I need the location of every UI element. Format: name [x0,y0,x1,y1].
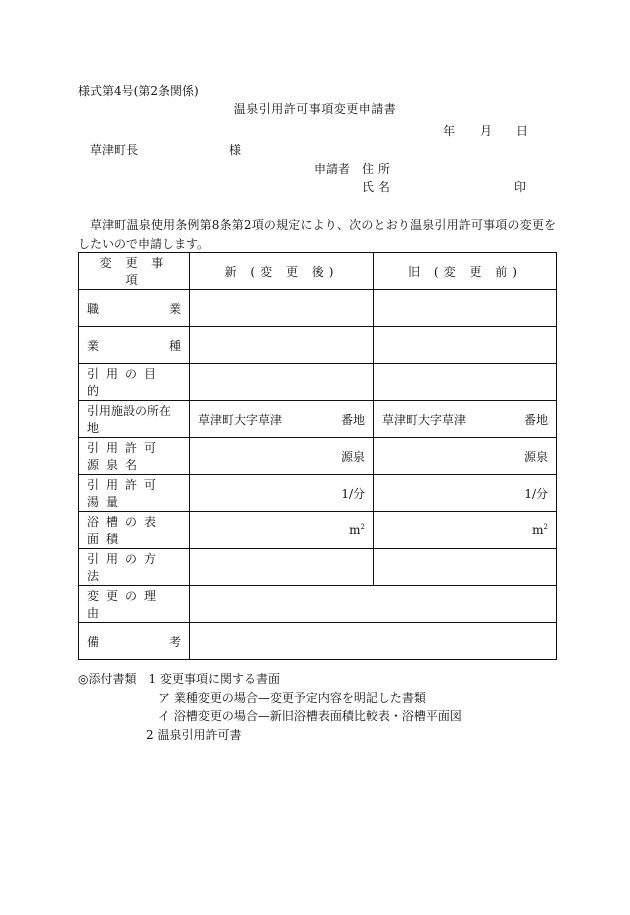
row-label-cell [79,364,190,401]
table-row [79,327,557,364]
value-cell-new[interactable] [190,290,374,327]
row-label-cell [79,549,190,586]
value-cell-old[interactable] [374,438,557,475]
value-cell-old[interactable] [374,475,557,512]
table-row [79,512,557,549]
value-cell-old[interactable] [374,401,557,438]
table-row [79,401,557,438]
date-month: 月 [480,124,493,138]
attachments-section [78,670,462,744]
table-row [79,586,557,623]
value-cell-new[interactable] [190,327,374,364]
value-cell-new[interactable] [190,475,374,512]
change-table [78,252,557,660]
row-label-cell [79,327,190,364]
table-row [79,623,557,660]
row-label: 変更の理由 [87,589,164,620]
attachment-item-1b: イ 浴槽変更の場合—新旧浴槽表面積比較表・浴槽平面図 [158,709,462,723]
addressee: 草津町長 [90,143,139,157]
value-cell-new[interactable] [190,364,374,401]
row-label: 浴槽の表面積 [87,515,164,546]
form-number: 様式第4号(第2条関係) [78,84,199,98]
value-cell-merged[interactable] [190,586,557,623]
old-suffix-text: 源泉 [523,449,548,464]
row-label: 引用の目的 [87,367,164,398]
row-label: 引用施設の所在地 [87,404,172,435]
table-row [79,364,557,401]
value-cell-merged[interactable] [190,623,557,660]
honorific: 様 [229,143,242,157]
unit-text: $m^2$ [532,523,548,537]
table-row [79,475,557,512]
attachment-item-2: 2 温泉引用許可書 [146,727,242,742]
value-cell-old[interactable] [374,290,557,327]
row-label: 引用許可源泉名 [87,441,164,472]
row-label-cell [79,290,190,327]
name-label: 氏 名 [362,180,390,194]
header-change-item: 変 更 事 項 [79,253,190,290]
row-label-cell [79,586,190,623]
value-cell-new[interactable] [190,512,374,549]
value-cell-old[interactable] [374,512,557,549]
new-prefix-text: 草津町大字草津 [198,412,283,427]
attachment-item-1a: ア 業種変更の場合—変更予定内容を明記した書類 [158,690,426,705]
applicant-label: 申請者 [314,162,351,176]
attachment-item-1: 1 変更事項に関する書面 [148,672,280,686]
row-label-cell [79,512,190,549]
value-cell-old[interactable] [374,549,557,586]
value-cell-new[interactable] [190,401,374,438]
address-label: 住 所 [362,162,390,176]
intro-paragraph: 草津町温泉使用条例第8条第2項の規定により、次のとおり温泉引用許可事項の変更をしたいので申請します。 [78,218,556,251]
table-row [79,549,557,586]
value-cell-old[interactable] [374,364,557,401]
old-prefix-text: 草津町大字草津 [382,412,467,427]
date-year: 年 [443,124,456,138]
table-row [79,438,557,475]
table-row [79,290,557,327]
row-label: 備 考 [87,634,181,649]
form-title: 温泉引用許可事項変更申請書 [233,102,397,116]
date-day: 日 [516,124,529,138]
value-cell-old[interactable] [374,327,557,364]
old-suffix-text: 1/分 [524,486,548,501]
row-label: 引用の方法 [87,552,164,583]
attachments-heading: ◎添付書類 [78,672,137,686]
table-header-row [79,253,557,290]
header-new: 新 (変 更 後) [190,253,374,290]
row-label-cell [79,438,190,475]
row-label: 業 種 [87,338,181,353]
row-label: 引用許可湯量 [87,478,164,509]
row-label-cell [79,623,190,660]
new-suffix-text: 1/分 [341,486,365,501]
header-old: 旧 (変 更 前) [374,253,557,290]
new-suffix-text: 源泉 [340,449,365,464]
value-cell-new[interactable] [190,438,374,475]
new-suffix-text: 番地 [340,412,365,427]
row-label: 職 業 [87,301,181,316]
old-suffix-text: 番地 [523,412,548,427]
seal-mark: 印 [514,180,527,194]
value-cell-new[interactable] [190,549,374,586]
row-label-cell [79,401,190,438]
row-label-cell [79,475,190,512]
unit-text: $m^2$ [349,523,365,537]
